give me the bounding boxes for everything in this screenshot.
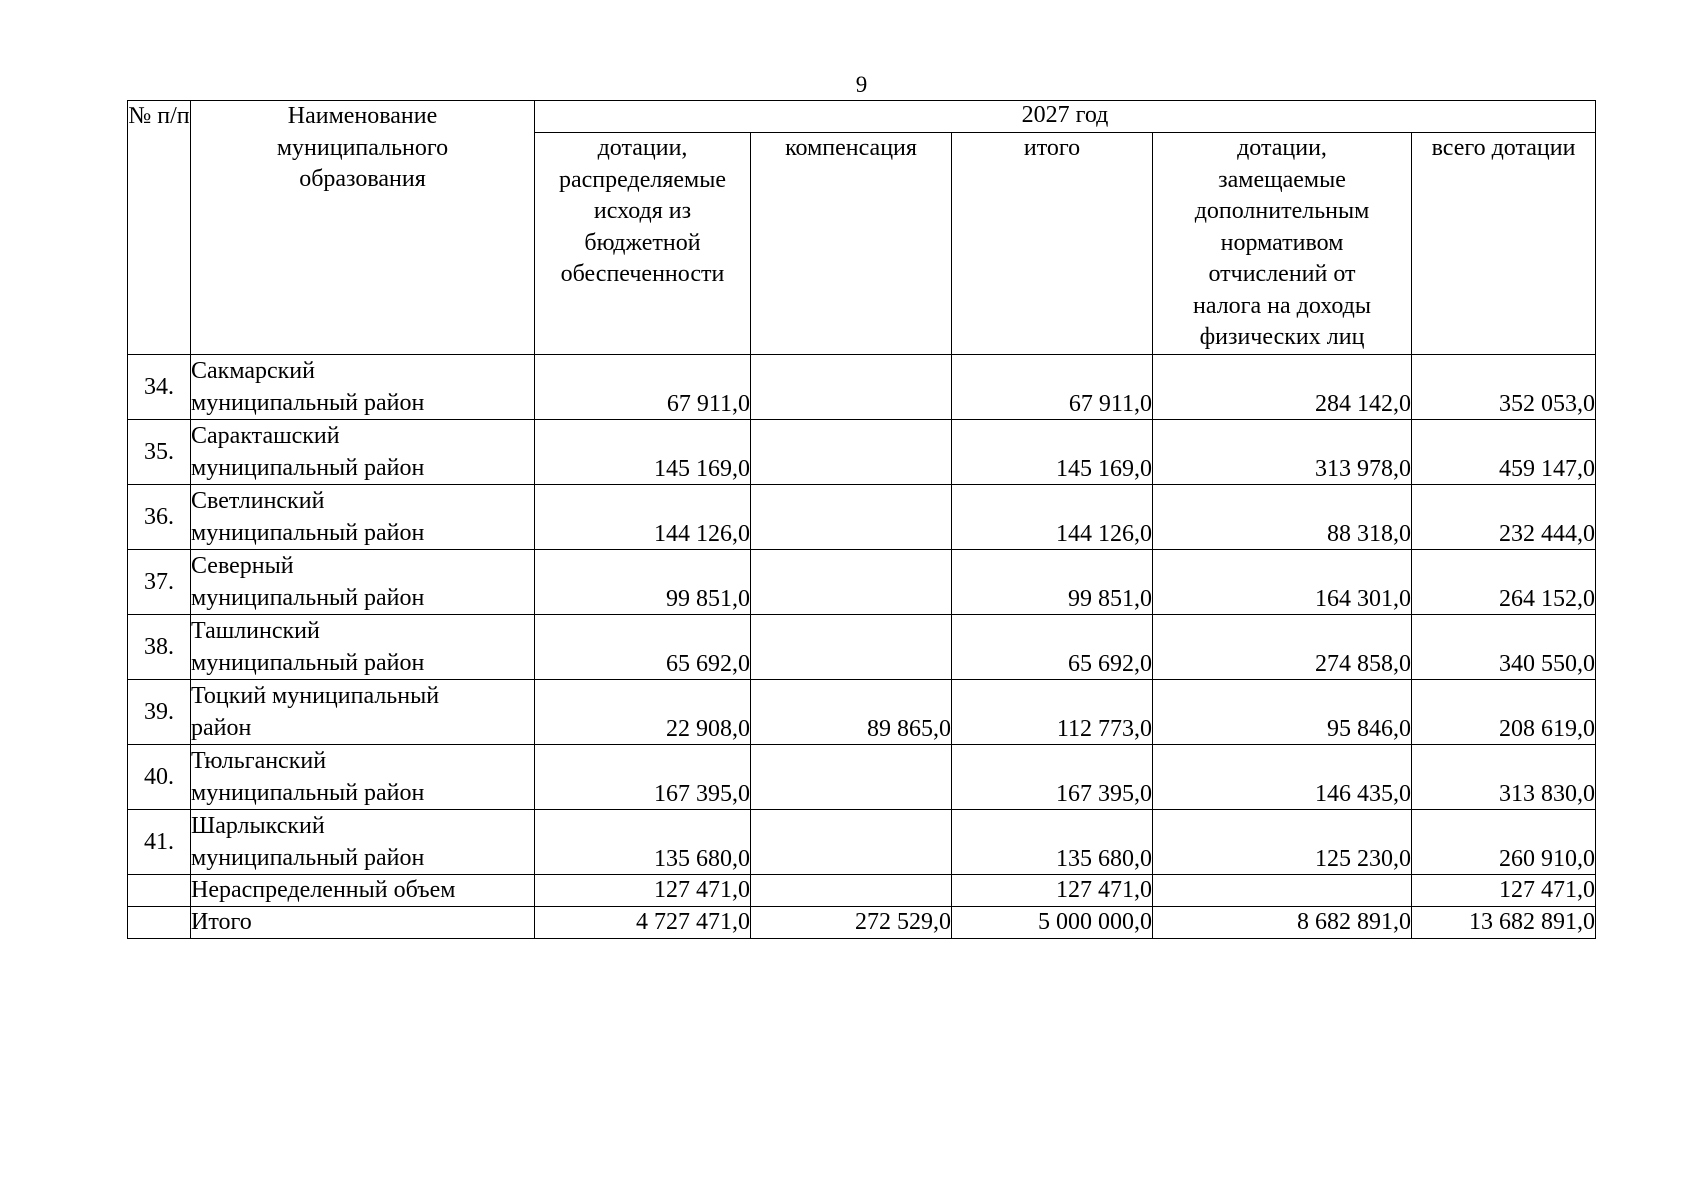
- total-subsidy-value: 459 147,0: [1412, 419, 1596, 484]
- municipality-name: Саракташский муниципальный район: [191, 419, 535, 484]
- municipality-name: Ташлинский муниципальный район: [191, 614, 535, 679]
- header-year: 2027 год: [535, 101, 1596, 133]
- municipality-name: Сакмарский муниципальный район: [191, 354, 535, 419]
- total-subsidy-value: 340 550,0: [1412, 614, 1596, 679]
- table-row: [128, 419, 1596, 484]
- subtotal-value: 67 911,0: [952, 354, 1153, 419]
- equalization-value: 127 471,0: [535, 874, 751, 906]
- header-row-top: [128, 101, 1596, 133]
- compensation-value: [751, 549, 952, 614]
- row-number: 37.: [128, 549, 191, 614]
- replaced-value: 274 858,0: [1153, 614, 1412, 679]
- total-subsidy-value: 13 682 891,0: [1412, 906, 1596, 938]
- replaced-value: [1153, 874, 1412, 906]
- equalization-value: 99 851,0: [535, 549, 751, 614]
- subtotal-value: 167 395,0: [952, 744, 1153, 809]
- total-subsidy-value: 232 444,0: [1412, 484, 1596, 549]
- table-row: [128, 549, 1596, 614]
- compensation-value: [751, 354, 952, 419]
- equalization-value: 145 169,0: [535, 419, 751, 484]
- compensation-value: 272 529,0: [751, 906, 952, 938]
- subtotal-value: 135 680,0: [952, 809, 1153, 874]
- row-number: [128, 906, 191, 938]
- replaced-value: 125 230,0: [1153, 809, 1412, 874]
- total-subsidy-value: 208 619,0: [1412, 679, 1596, 744]
- municipality-name: Тоцкий муниципальный район: [191, 679, 535, 744]
- subtotal-value: 127 471,0: [952, 874, 1153, 906]
- equalization-value: 4 727 471,0: [535, 906, 751, 938]
- header-name: Наименование муниципального образования: [191, 101, 535, 355]
- row-number: 41.: [128, 809, 191, 874]
- total-subsidy-value: 127 471,0: [1412, 874, 1596, 906]
- compensation-value: [751, 419, 952, 484]
- compensation-value: [751, 874, 952, 906]
- compensation-value: [751, 614, 952, 679]
- replaced-value: 313 978,0: [1153, 419, 1412, 484]
- replaced-value: 8 682 891,0: [1153, 906, 1412, 938]
- subtotal-value: 5 000 000,0: [952, 906, 1153, 938]
- replaced-value: 164 301,0: [1153, 549, 1412, 614]
- header-total-subsidy: всего дотации: [1412, 133, 1596, 355]
- equalization-value: 22 908,0: [535, 679, 751, 744]
- row-number: [128, 874, 191, 906]
- row-number: 36.: [128, 484, 191, 549]
- equalization-value: 144 126,0: [535, 484, 751, 549]
- page-number: 9: [855, 72, 868, 97]
- table-row: [128, 484, 1596, 549]
- subtotal-value: 112 773,0: [952, 679, 1153, 744]
- total-subsidy-value: 260 910,0: [1412, 809, 1596, 874]
- replaced-value: 95 846,0: [1153, 679, 1412, 744]
- header-compensation: компенсация: [751, 133, 952, 355]
- equalization-value: 67 911,0: [535, 354, 751, 419]
- total-subsidy-value: 352 053,0: [1412, 354, 1596, 419]
- municipality-name: Шарлыкский муниципальный район: [191, 809, 535, 874]
- municipality-name: Северный муниципальный район: [191, 549, 535, 614]
- replaced-value: 146 435,0: [1153, 744, 1412, 809]
- total-label: Итого: [191, 906, 535, 938]
- total-subsidy-value: 264 152,0: [1412, 549, 1596, 614]
- unallocated-row: [128, 874, 1596, 906]
- subtotal-value: 144 126,0: [952, 484, 1153, 549]
- total-row: [128, 906, 1596, 938]
- municipality-name: Тюльганский муниципальный район: [191, 744, 535, 809]
- header-num: № п/п: [128, 101, 191, 355]
- compensation-value: [751, 809, 952, 874]
- subtotal-value: 145 169,0: [952, 419, 1153, 484]
- equalization-value: 135 680,0: [535, 809, 751, 874]
- total-subsidy-value: 313 830,0: [1412, 744, 1596, 809]
- compensation-value: [751, 484, 952, 549]
- table-row: [128, 614, 1596, 679]
- subtotal-value: 65 692,0: [952, 614, 1153, 679]
- header-subtotal: итого: [952, 133, 1153, 355]
- municipality-name: Светлинский муниципальный район: [191, 484, 535, 549]
- header-equalization: дотации, распределяемые исходя из бюджетной обеспеченности: [535, 133, 751, 355]
- compensation-value: 89 865,0: [751, 679, 952, 744]
- table-row: [128, 354, 1596, 419]
- equalization-value: 167 395,0: [535, 744, 751, 809]
- row-number: 38.: [128, 614, 191, 679]
- subtotal-value: 99 851,0: [952, 549, 1153, 614]
- table-row: [128, 809, 1596, 874]
- row-number: 39.: [128, 679, 191, 744]
- row-number: 34.: [128, 354, 191, 419]
- table-row: [128, 744, 1596, 809]
- replaced-value: 88 318,0: [1153, 484, 1412, 549]
- subsidies-table: [127, 100, 1596, 939]
- row-number: 40.: [128, 744, 191, 809]
- unallocated-label: Нераспределенный объем: [191, 874, 535, 906]
- table-row: [128, 679, 1596, 744]
- row-number: 35.: [128, 419, 191, 484]
- equalization-value: 65 692,0: [535, 614, 751, 679]
- compensation-value: [751, 744, 952, 809]
- replaced-value: 284 142,0: [1153, 354, 1412, 419]
- header-replaced-by-tax: дотации, замещаемые дополнительным нормативом отчислений от налога на доходы физических лиц: [1153, 133, 1412, 355]
